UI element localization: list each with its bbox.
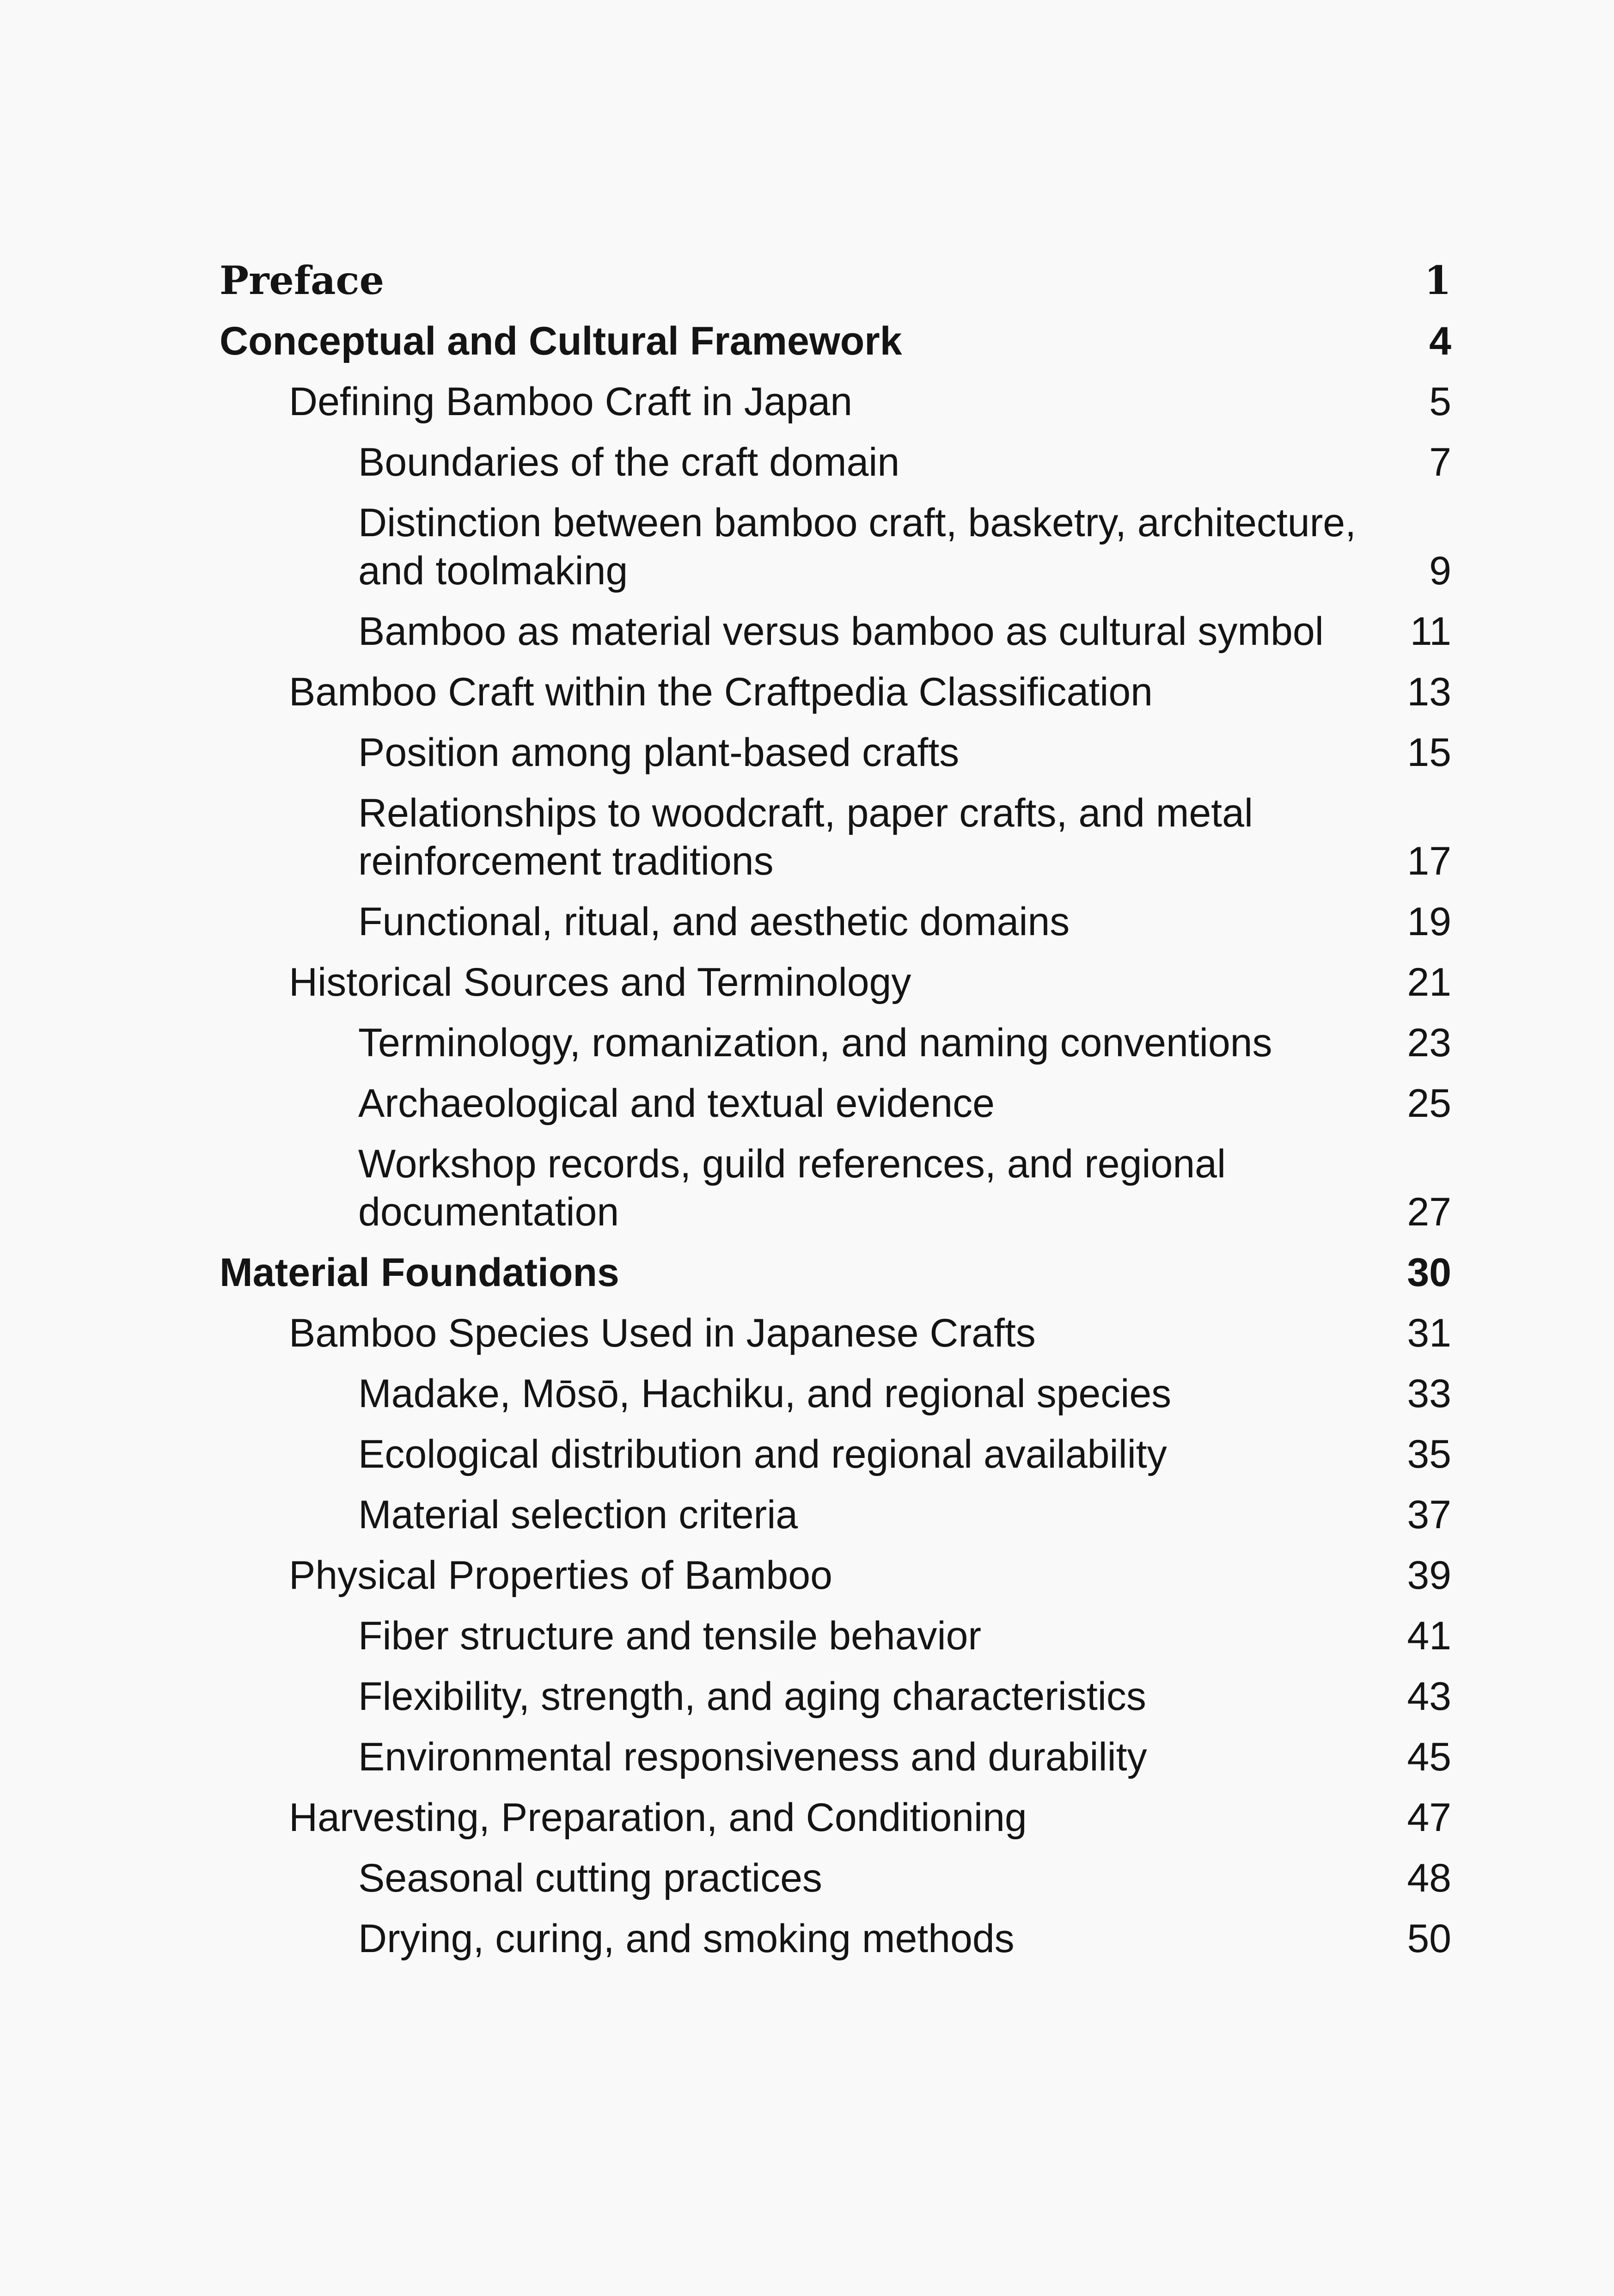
toc-entry-page: 50 — [1407, 1916, 1451, 1961]
toc-entry-archaeological-evidence[interactable] — [220, 1079, 1451, 1127]
toc-entry-page: 41 — [1407, 1614, 1451, 1658]
toc-entry-conceptual-framework[interactable] — [220, 317, 1451, 365]
toc-entry-page: 47 — [1407, 1795, 1451, 1840]
toc-entry-title: Archaeological and textual evidence — [358, 1081, 995, 1126]
toc-entry-title: Defining Bamboo Craft in Japan — [289, 380, 853, 424]
toc-entry-title: Physical Properties of Bamboo — [289, 1553, 832, 1598]
toc-entry-page: 21 — [1407, 960, 1451, 1004]
toc-entry-page: 11 — [1410, 609, 1451, 654]
table-of-contents — [220, 257, 1451, 1963]
toc-entry-page: 39 — [1407, 1553, 1451, 1598]
toc-entry-title: Conceptual and Cultural Framework — [220, 319, 902, 363]
toc-entry-page: 1 — [1424, 257, 1451, 303]
toc-entry-madake-moso-hachiku[interactable] — [220, 1370, 1451, 1418]
toc-entry-page: 25 — [1407, 1081, 1451, 1126]
toc-entry-title: Environmental responsiveness and durability — [358, 1735, 1147, 1779]
toc-entry-title: Relationships to woodcraft, paper crafts, and metal reinforcement traditions — [358, 791, 1253, 883]
toc-entry-page: 7 — [1429, 440, 1451, 484]
toc-entry-title: Ecological distribution and regional availability — [358, 1432, 1167, 1476]
toc-entry-flexibility-strength[interactable] — [220, 1672, 1451, 1720]
toc-entry-title: Boundaries of the craft domain — [358, 440, 900, 484]
toc-entry-title: Workshop records, guild references, and regional documentation — [358, 1142, 1226, 1234]
toc-entry-page: 37 — [1407, 1493, 1451, 1537]
toc-entry-page: 31 — [1407, 1311, 1451, 1355]
toc-entry-title: Harvesting, Preparation, and Conditioning — [289, 1795, 1027, 1840]
toc-entry-seasonal-cutting[interactable] — [220, 1854, 1451, 1902]
toc-entry-craftpedia-classification[interactable] — [220, 668, 1451, 716]
toc-entry-title: Bamboo as material versus bamboo as cultural symbol — [358, 609, 1324, 654]
toc-entry-selection-criteria[interactable] — [220, 1491, 1451, 1539]
toc-entry-page: 48 — [1407, 1856, 1451, 1900]
toc-entry-title: Bamboo Species Used in Japanese Crafts — [289, 1311, 1036, 1355]
toc-entry-page: 23 — [1407, 1021, 1451, 1065]
toc-entry-material-vs-symbol[interactable] — [220, 607, 1451, 655]
toc-entry-title: Position among plant-based crafts — [358, 730, 960, 775]
toc-entry-harvesting-preparation[interactable] — [220, 1794, 1451, 1842]
toc-entry-fiber-structure[interactable] — [220, 1612, 1451, 1660]
toc-entry-preface[interactable] — [220, 257, 1451, 305]
toc-entry-page: 35 — [1407, 1432, 1451, 1476]
toc-entry-title: Fiber structure and tensile behavior — [358, 1614, 982, 1658]
toc-entry-page: 19 — [1407, 900, 1451, 944]
toc-entry-drying-curing[interactable] — [220, 1915, 1451, 1963]
toc-entry-title: Terminology, romanization, and naming conventions — [358, 1021, 1272, 1065]
toc-entry-page: 9 — [1429, 549, 1451, 593]
toc-entry-title: Material Foundations — [220, 1250, 619, 1295]
toc-entry-material-foundations[interactable] — [220, 1249, 1451, 1297]
toc-entry-physical-properties[interactable] — [220, 1551, 1451, 1599]
toc-entry-page: 17 — [1407, 839, 1451, 883]
toc-entry-title: Historical Sources and Terminology — [289, 960, 911, 1004]
toc-entry-ecological-distribution[interactable] — [220, 1430, 1451, 1478]
toc-entry-page: 27 — [1407, 1190, 1451, 1234]
toc-entry-relationships[interactable] — [220, 789, 1451, 885]
toc-entry-title: Functional, ritual, and aesthetic domains — [358, 900, 1070, 944]
toc-entry-page: 30 — [1407, 1250, 1451, 1295]
toc-entry-terminology[interactable] — [220, 1019, 1451, 1067]
toc-entry-bamboo-species[interactable] — [220, 1309, 1451, 1357]
toc-entry-environmental-responsiveness[interactable] — [220, 1733, 1451, 1781]
toc-entry-title: Drying, curing, and smoking methods — [358, 1916, 1015, 1961]
toc-entry-page: 13 — [1407, 670, 1451, 714]
toc-entry-title: Preface — [220, 257, 385, 303]
toc-entry-page: 45 — [1407, 1735, 1451, 1779]
toc-entry-page: 5 — [1429, 380, 1451, 424]
toc-entry-title: Bamboo Craft within the Craftpedia Classification — [289, 670, 1153, 714]
toc-entry-title: Madake, Mōsō, Hachiku, and regional species — [358, 1371, 1172, 1416]
toc-entry-page: 43 — [1407, 1674, 1451, 1719]
toc-entry-title: Material selection criteria — [358, 1493, 798, 1537]
toc-entry-title: Flexibility, strength, and aging characteristics — [358, 1674, 1146, 1719]
toc-entry-distinction[interactable] — [220, 499, 1451, 595]
toc-entry-page: 33 — [1407, 1371, 1451, 1416]
toc-entry-page: 15 — [1407, 730, 1451, 775]
toc-entry-plant-based-position[interactable] — [220, 729, 1451, 777]
toc-entry-historical-sources[interactable] — [220, 958, 1451, 1006]
toc-entry-defining-bamboo-craft[interactable] — [220, 378, 1451, 426]
toc-entry-page: 4 — [1429, 319, 1451, 363]
toc-entry-domains[interactable] — [220, 898, 1451, 946]
toc-entry-workshop-records[interactable] — [220, 1140, 1451, 1236]
toc-entry-title: Seasonal cutting practices — [358, 1856, 822, 1900]
toc-entry-title: Distinction between bamboo craft, basketry, architecture, and toolmaking — [358, 501, 1356, 593]
toc-entry-boundaries[interactable] — [220, 438, 1451, 486]
